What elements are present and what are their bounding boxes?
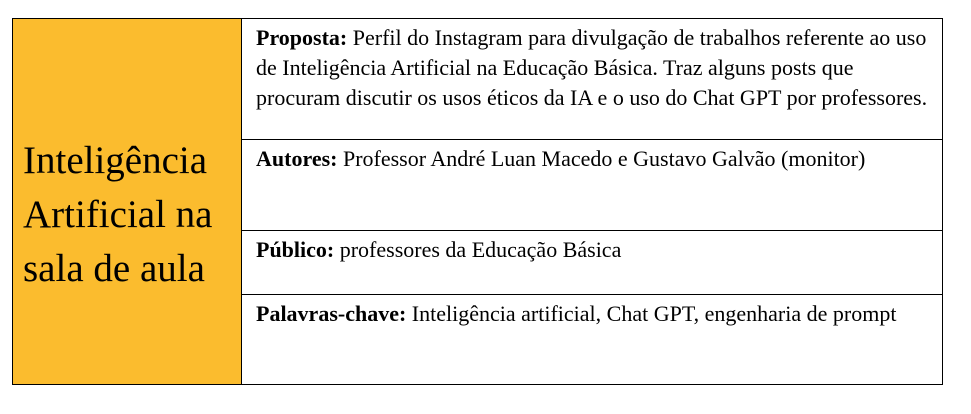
- row-text: Perfil do Instagram para divulgação de trabalhos referente ao uso de Inteligência Artificial na Educação Básica. Traz alguns posts que procuram discutir os usos éticos da IA e o uso do Chat GPT por professores.: [256, 25, 928, 110]
- title-cell: [13, 19, 242, 384]
- row-proposta: [242, 19, 942, 140]
- row-label: Público:: [256, 237, 340, 262]
- row-palavras-chave: [242, 295, 942, 384]
- info-table: [12, 18, 943, 385]
- row-label: Proposta:: [256, 25, 353, 50]
- row-text: Inteligência artificial, Chat GPT, engenharia de prompt: [411, 301, 897, 326]
- row-autores: [242, 140, 942, 231]
- details-column: [242, 19, 942, 384]
- table-title: Inteligência Artificial na sala de aula: [23, 138, 213, 290]
- row-text: Professor André Luan Macedo e Gustavo Galvão (monitor): [342, 146, 866, 171]
- row-publico: [242, 231, 942, 295]
- row-label: Autores:: [256, 146, 343, 171]
- row-label: Palavras-chave:: [256, 301, 412, 326]
- row-text: professores da Educação Básica: [339, 237, 622, 262]
